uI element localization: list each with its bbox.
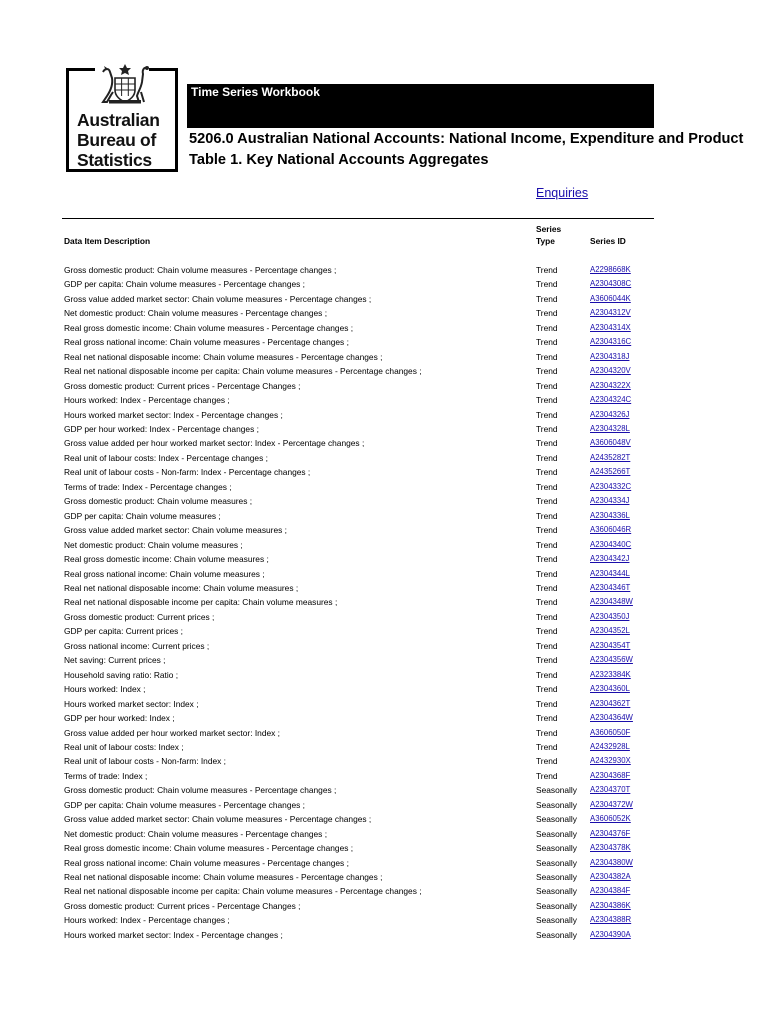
series-id-link[interactable]: A2304352L bbox=[590, 626, 630, 636]
table-row bbox=[0, 538, 768, 552]
data-item-description: Real gross domestic income: Chain volume measures ; bbox=[64, 554, 269, 565]
series-type: Trend bbox=[536, 510, 558, 521]
series-id-link[interactable]: A2304334J bbox=[590, 496, 630, 506]
table-row bbox=[0, 292, 768, 306]
logo-line-3: Statistics bbox=[77, 150, 152, 170]
data-item-description: Real gross national income: Chain volume measures - Percentage changes ; bbox=[64, 337, 349, 348]
series-type: Seasonally bbox=[536, 857, 577, 868]
data-item-description: Real unit of labour costs: Index ; bbox=[64, 741, 184, 752]
series-id-link[interactable]: A3606046R bbox=[590, 525, 632, 535]
table-row bbox=[0, 263, 768, 277]
data-item-description: Real unit of labour costs: Index - Percentage changes ; bbox=[64, 452, 268, 463]
series-type: Trend bbox=[536, 380, 558, 391]
series-type-line-2: Type bbox=[536, 235, 555, 246]
table-row bbox=[0, 870, 768, 884]
series-id-link[interactable]: A2435282T bbox=[590, 452, 631, 462]
table-row bbox=[0, 379, 768, 393]
series-type: Seasonally bbox=[536, 915, 577, 926]
data-item-description: GDP per capita: Current prices ; bbox=[64, 626, 184, 637]
data-item-description: GDP per capita: Chain volume measures - Percentage changes ; bbox=[64, 799, 305, 810]
series-id-link[interactable]: A3606050F bbox=[590, 727, 631, 737]
series-id-link[interactable]: A2304370T bbox=[590, 785, 631, 795]
table-title: Table 1. Key National Accounts Aggregates bbox=[189, 152, 489, 168]
data-item-description: Real unit of labour costs - Non-farm: Index ; bbox=[64, 756, 226, 767]
series-type: Trend bbox=[536, 481, 558, 492]
data-item-description: Real gross domestic income: Chain volume measures - Percentage changes ; bbox=[64, 322, 354, 333]
table-row bbox=[0, 740, 768, 754]
series-id-link[interactable]: A2304332C bbox=[590, 481, 632, 491]
data-item-description: GDP per hour worked: Index - Percentage changes ; bbox=[64, 423, 259, 434]
data-item-description: Gross national income: Current prices ; bbox=[64, 640, 210, 651]
series-id-link[interactable]: A2304344L bbox=[590, 568, 630, 578]
series-type: Trend bbox=[536, 698, 558, 709]
series-id-link[interactable]: A2304348W bbox=[590, 597, 633, 607]
series-id-link[interactable]: A2304376F bbox=[590, 828, 631, 838]
data-item-description: Net domestic product: Chain volume measures ; bbox=[64, 539, 243, 550]
series-id-link[interactable]: A2304380W bbox=[590, 857, 633, 867]
column-header-series-id: Series ID bbox=[590, 236, 626, 246]
series-id-link[interactable]: A2435266T bbox=[590, 467, 631, 477]
data-item-description: Hours worked market sector: Index - Percentage changes ; bbox=[64, 409, 283, 420]
series-id-link[interactable]: A2304356W bbox=[590, 655, 633, 665]
table-row bbox=[0, 277, 768, 291]
table-row bbox=[0, 408, 768, 422]
series-id-link[interactable]: A2323384K bbox=[590, 669, 631, 679]
table-row bbox=[0, 335, 768, 349]
data-item-description: Terms of trade: Index - Percentage changes ; bbox=[64, 481, 232, 492]
series-id-link[interactable]: A2304336L bbox=[590, 510, 630, 520]
logo-line-2: Bureau of bbox=[77, 130, 156, 150]
logo-border-top-left bbox=[69, 68, 95, 71]
data-item-description: Gross domestic product: Current prices - Percentage Changes ; bbox=[64, 900, 301, 911]
series-type: Seasonally bbox=[536, 900, 577, 911]
table-row bbox=[0, 726, 768, 740]
table-row bbox=[0, 899, 768, 913]
series-id-link[interactable]: A2304312V bbox=[590, 308, 631, 318]
data-item-description: Gross value added market sector: Chain volume measures - Percentage changes ; bbox=[64, 293, 372, 304]
data-item-description: Real gross domestic income: Chain volume measures - Percentage changes ; bbox=[64, 843, 354, 854]
series-type: Trend bbox=[536, 467, 558, 478]
series-id-link[interactable]: A2304322X bbox=[590, 380, 631, 390]
table-row bbox=[0, 884, 768, 898]
table-row bbox=[0, 364, 768, 378]
series-type: Seasonally bbox=[536, 886, 577, 897]
series-type: Trend bbox=[536, 568, 558, 579]
series-type: Trend bbox=[536, 496, 558, 507]
series-type: Trend bbox=[536, 409, 558, 420]
series-type: Trend bbox=[536, 337, 558, 348]
series-id-link[interactable]: A2304308C bbox=[590, 279, 632, 289]
table-row bbox=[0, 841, 768, 855]
series-type: Seasonally bbox=[536, 814, 577, 825]
data-item-description: Real net national disposable income per capita: Chain volume measures ; bbox=[64, 597, 338, 608]
table-row bbox=[0, 928, 768, 942]
series-id-link[interactable]: A2432930X bbox=[590, 756, 631, 766]
series-type: Trend bbox=[536, 308, 558, 319]
series-type: Trend bbox=[536, 525, 558, 536]
table-row bbox=[0, 509, 768, 523]
data-item-description: Hours worked: Index - Percentage changes ; bbox=[64, 915, 230, 926]
series-id-link[interactable]: A2304318J bbox=[590, 351, 630, 361]
series-type-line-1: Series bbox=[536, 224, 562, 234]
series-type: Seasonally bbox=[536, 785, 577, 796]
series-id-link[interactable]: A2304324C bbox=[590, 395, 632, 405]
series-type: Trend bbox=[536, 770, 558, 781]
data-item-description: Hours worked: Index - Percentage changes ; bbox=[64, 395, 230, 406]
data-item-description: GDP per hour worked: Index ; bbox=[64, 713, 175, 724]
data-item-description: Real net national disposable income per capita: Chain volume measures - Percentage changes ; bbox=[64, 366, 422, 377]
table-row bbox=[0, 798, 768, 812]
series-type: Trend bbox=[536, 265, 558, 275]
series-type: Trend bbox=[536, 423, 558, 434]
series-type: Seasonally bbox=[536, 799, 577, 810]
table-row bbox=[0, 639, 768, 653]
data-item-description: Terms of trade: Index ; bbox=[64, 770, 148, 781]
table-row bbox=[0, 812, 768, 826]
series-id-link[interactable]: A2304362T bbox=[590, 698, 631, 708]
data-item-description: Net domestic product: Chain volume measures - Percentage changes ; bbox=[64, 828, 328, 839]
column-header-description: Data Item Description bbox=[64, 236, 151, 246]
series-type: Trend bbox=[536, 366, 558, 377]
series-id-link[interactable]: A2304326J bbox=[590, 409, 630, 419]
series-id-link[interactable]: A2304346T bbox=[590, 582, 631, 592]
series-id-link[interactable]: A2304350J bbox=[590, 611, 630, 621]
table-row bbox=[0, 422, 768, 436]
series-type: Seasonally bbox=[536, 843, 577, 854]
series-type: Trend bbox=[536, 539, 558, 550]
data-item-description: Gross domestic product: Current prices ; bbox=[64, 611, 215, 622]
series-type: Trend bbox=[536, 669, 558, 680]
data-item-description: Household saving ratio: Ratio ; bbox=[64, 669, 179, 680]
table-row bbox=[0, 451, 768, 465]
series-id-link[interactable]: A2298668K bbox=[590, 265, 631, 274]
data-item-description: Real gross national income: Chain volume measures - Percentage changes ; bbox=[64, 857, 349, 868]
series-type: Seasonally bbox=[536, 872, 577, 883]
enquiries-link[interactable]: Enquiries bbox=[536, 186, 589, 200]
table-row bbox=[0, 480, 768, 494]
data-item-description: Net saving: Current prices ; bbox=[64, 655, 166, 666]
data-item-description: Real net national disposable income: Chain volume measures ; bbox=[64, 582, 299, 593]
series-type: Trend bbox=[536, 395, 558, 406]
series-id-link[interactable]: A2304382A bbox=[590, 872, 631, 882]
data-item-description: Real net national disposable income: Chain volume measures - Percentage changes ; bbox=[64, 351, 383, 362]
series-type: Trend bbox=[536, 452, 558, 463]
series-id-link[interactable]: A2304378K bbox=[590, 843, 631, 853]
table-row bbox=[0, 668, 768, 682]
series-id-link[interactable]: A2304364W bbox=[590, 713, 633, 723]
series-id-link[interactable]: A2304342J bbox=[590, 554, 630, 564]
table-row bbox=[0, 827, 768, 841]
series-id-link[interactable]: A2304316C bbox=[590, 337, 632, 347]
table-row bbox=[0, 682, 768, 696]
series-id-link[interactable]: A2304314X bbox=[590, 322, 631, 332]
series-type: Trend bbox=[536, 741, 558, 752]
table-row bbox=[0, 494, 768, 508]
coat-of-arms-icon bbox=[97, 62, 153, 104]
table-row bbox=[0, 913, 768, 927]
series-type: Trend bbox=[536, 438, 558, 449]
series-id-link[interactable]: A2304390A bbox=[590, 929, 631, 939]
table-row bbox=[0, 754, 768, 768]
data-item-description: GDP per capita: Chain volume measures - Percentage changes ; bbox=[64, 279, 305, 290]
series-id-link[interactable]: A2304368F bbox=[590, 770, 631, 780]
data-item-description: Real net national disposable income: Chain volume measures - Percentage changes ; bbox=[64, 872, 383, 883]
series-id-link[interactable]: A2304384F bbox=[590, 886, 631, 896]
table-row bbox=[0, 595, 768, 609]
table-row bbox=[0, 711, 768, 725]
table-row bbox=[0, 653, 768, 667]
series-id-link[interactable]: A2304328L bbox=[590, 423, 630, 433]
series-type: Trend bbox=[536, 626, 558, 637]
series-id-link[interactable]: A2304360L bbox=[590, 684, 630, 694]
data-item-description: Net domestic product: Chain volume measures - Percentage changes ; bbox=[64, 308, 328, 319]
table-row bbox=[0, 552, 768, 566]
table-row bbox=[0, 350, 768, 364]
table-row bbox=[0, 523, 768, 537]
data-item-description: Gross value added market sector: Chain volume measures ; bbox=[64, 525, 287, 536]
data-item-description: Hours worked market sector: Index ; bbox=[64, 698, 199, 709]
series-id-link[interactable]: A2304340C bbox=[590, 539, 632, 549]
table-row bbox=[0, 856, 768, 870]
series-type: Trend bbox=[536, 597, 558, 608]
series-type: Seasonally bbox=[536, 929, 577, 940]
series-type: Trend bbox=[536, 554, 558, 565]
table-row bbox=[0, 567, 768, 581]
series-type: Trend bbox=[536, 611, 558, 622]
series-id-link[interactable]: A2304354T bbox=[590, 640, 631, 650]
series-id-link[interactable]: A2432928L bbox=[590, 741, 630, 751]
workbook-label: Time Series Workbook bbox=[191, 85, 320, 99]
logo-line-1: Australian bbox=[77, 110, 160, 130]
data-item-description: Gross domestic product: Chain volume measures - Percentage changes ; bbox=[64, 785, 337, 796]
series-type: Trend bbox=[536, 684, 558, 695]
series-type: Trend bbox=[536, 279, 558, 290]
data-item-description: Hours worked: Index ; bbox=[64, 684, 146, 695]
data-item-description: Real net national disposable income per capita: Chain volume measures - Percentage changes ; bbox=[64, 886, 422, 897]
data-table bbox=[0, 263, 768, 942]
data-item-description: Gross value added per hour worked market sector: Index ; bbox=[64, 727, 280, 738]
series-type: Trend bbox=[536, 640, 558, 651]
table-row bbox=[0, 306, 768, 320]
series-id-link[interactable]: A2304388R bbox=[590, 915, 632, 925]
logo-wordmark bbox=[77, 110, 177, 170]
series-type: Trend bbox=[536, 351, 558, 362]
column-header-series-type bbox=[536, 224, 561, 247]
series-id-link[interactable]: A3606052K bbox=[590, 814, 631, 824]
data-item-description: Hours worked market sector: Index - Percentage changes ; bbox=[64, 929, 283, 940]
table-row bbox=[0, 321, 768, 335]
table-row bbox=[0, 697, 768, 711]
header-divider bbox=[62, 218, 654, 219]
series-type: Trend bbox=[536, 756, 558, 767]
data-item-description: Gross domestic product: Current prices - Percentage Changes ; bbox=[64, 380, 301, 391]
data-item-description: Gross domestic product: Chain volume measures - Percentage changes ; bbox=[64, 265, 337, 275]
series-id-link[interactable]: A2304372W bbox=[590, 799, 633, 809]
title-banner bbox=[187, 84, 654, 128]
series-type: Seasonally bbox=[536, 828, 577, 839]
series-type: Trend bbox=[536, 655, 558, 666]
table-row bbox=[0, 465, 768, 479]
series-type: Trend bbox=[536, 293, 558, 304]
data-item-description: Gross value added market sector: Chain volume measures - Percentage changes ; bbox=[64, 814, 372, 825]
series-id-link[interactable]: A3606048V bbox=[590, 438, 631, 448]
data-item-description: Real gross national income: Chain volume measures ; bbox=[64, 568, 265, 579]
data-item-description: GDP per capita: Chain volume measures ; bbox=[64, 510, 221, 521]
data-item-description: Real unit of labour costs - Non-farm: Index - Percentage changes ; bbox=[64, 467, 311, 478]
table-row bbox=[0, 393, 768, 407]
series-type: Trend bbox=[536, 727, 558, 738]
publication-title: 5206.0 Australian National Accounts: National Income, Expenditure and Product bbox=[189, 131, 744, 147]
series-id-link[interactable]: A2304320V bbox=[590, 366, 631, 376]
series-type: Trend bbox=[536, 713, 558, 724]
table-row bbox=[0, 610, 768, 624]
table-row bbox=[0, 624, 768, 638]
table-row bbox=[0, 581, 768, 595]
series-type: Trend bbox=[536, 322, 558, 333]
table-row bbox=[0, 783, 768, 797]
data-item-description: Gross value added per hour worked market sector: Index - Percentage changes ; bbox=[64, 438, 365, 449]
series-type: Trend bbox=[536, 582, 558, 593]
table-row bbox=[0, 769, 768, 783]
series-id-link[interactable]: A2304386K bbox=[590, 900, 631, 910]
table-row bbox=[0, 436, 768, 450]
series-id-link[interactable]: A3606044K bbox=[590, 293, 631, 303]
abs-logo bbox=[66, 68, 178, 172]
data-item-description: Gross domestic product: Chain volume measures ; bbox=[64, 496, 253, 507]
